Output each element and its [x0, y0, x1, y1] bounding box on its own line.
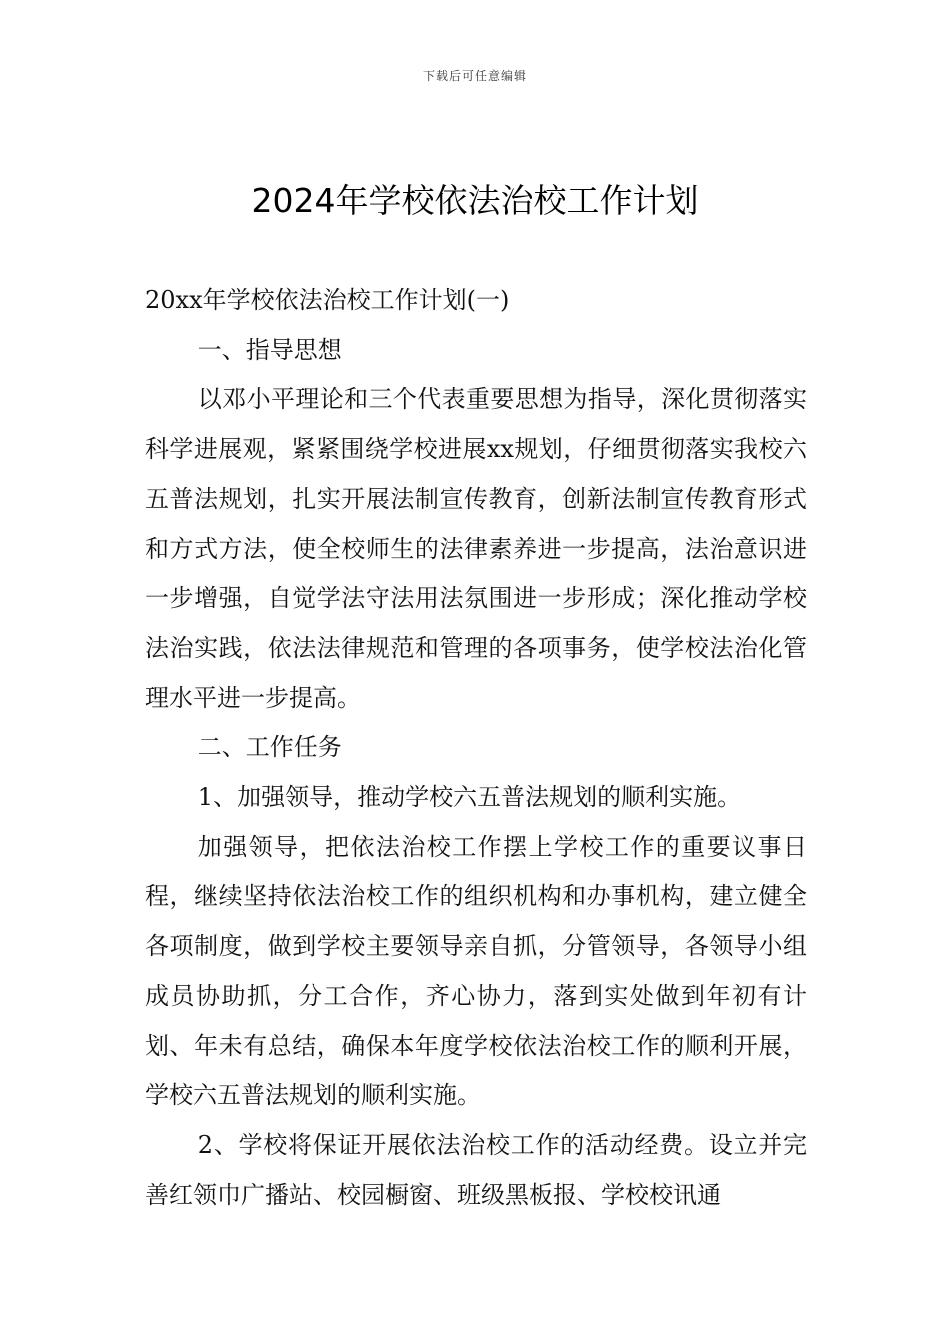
task-item-1-heading: 1、加强领导，推动学校六五普法规划的顺利实施。	[197, 783, 742, 812]
section-heading-guiding-ideology: 一、指导思想	[197, 335, 342, 364]
header-note: 下载后可任意编辑	[422, 69, 527, 83]
document-title: 2024年学校依法治校工作计划	[251, 181, 699, 220]
section-heading-work-tasks: 二、工作任务	[197, 733, 342, 762]
document-body	[145, 276, 807, 1220]
paragraph-task-1: 加强领导，把依法治校工作摆上学校工作的重要议事日程，继续坚持依法治校工作的组织机构和办事机构，建立健全各项制度，做到学校主要领导亲自抓，分管领导，各领导小组成员协助抓，分工合作，齐心协力，落到实处做到年初有计划、年未有总结，确保本年度学校依法治校工作的顺利开展，学校六五普法规划的顺利实施。	[145, 832, 807, 1110]
section-subtitle: 20xx年学校依法治校工作计划(一)	[145, 286, 510, 314]
paragraph-guiding-ideology: 以邓小平理论和三个代表重要思想为指导，深化贯彻落实科学进展观，紧紧围绕学校进展xx规划，仔细贯彻落实我校六五普法规划，扎实开展法制宣传教育，创新法制宣传教育形式和方式方法，使全校师生的法律素养进一步提高，法治意识进一步增强，自觉学法守法用法氛围进一步形成；深化推动学校法治实践，依法法律规范和管理的各项事务，使学校法治化管理水平进一步提高。	[145, 385, 807, 712]
paragraph-task-2: 2、学校将保证开展依法治校工作的活动经费。设立并完善红领巾广播站、校园橱窗、班级黑板报、学校校讯通	[145, 1130, 807, 1209]
